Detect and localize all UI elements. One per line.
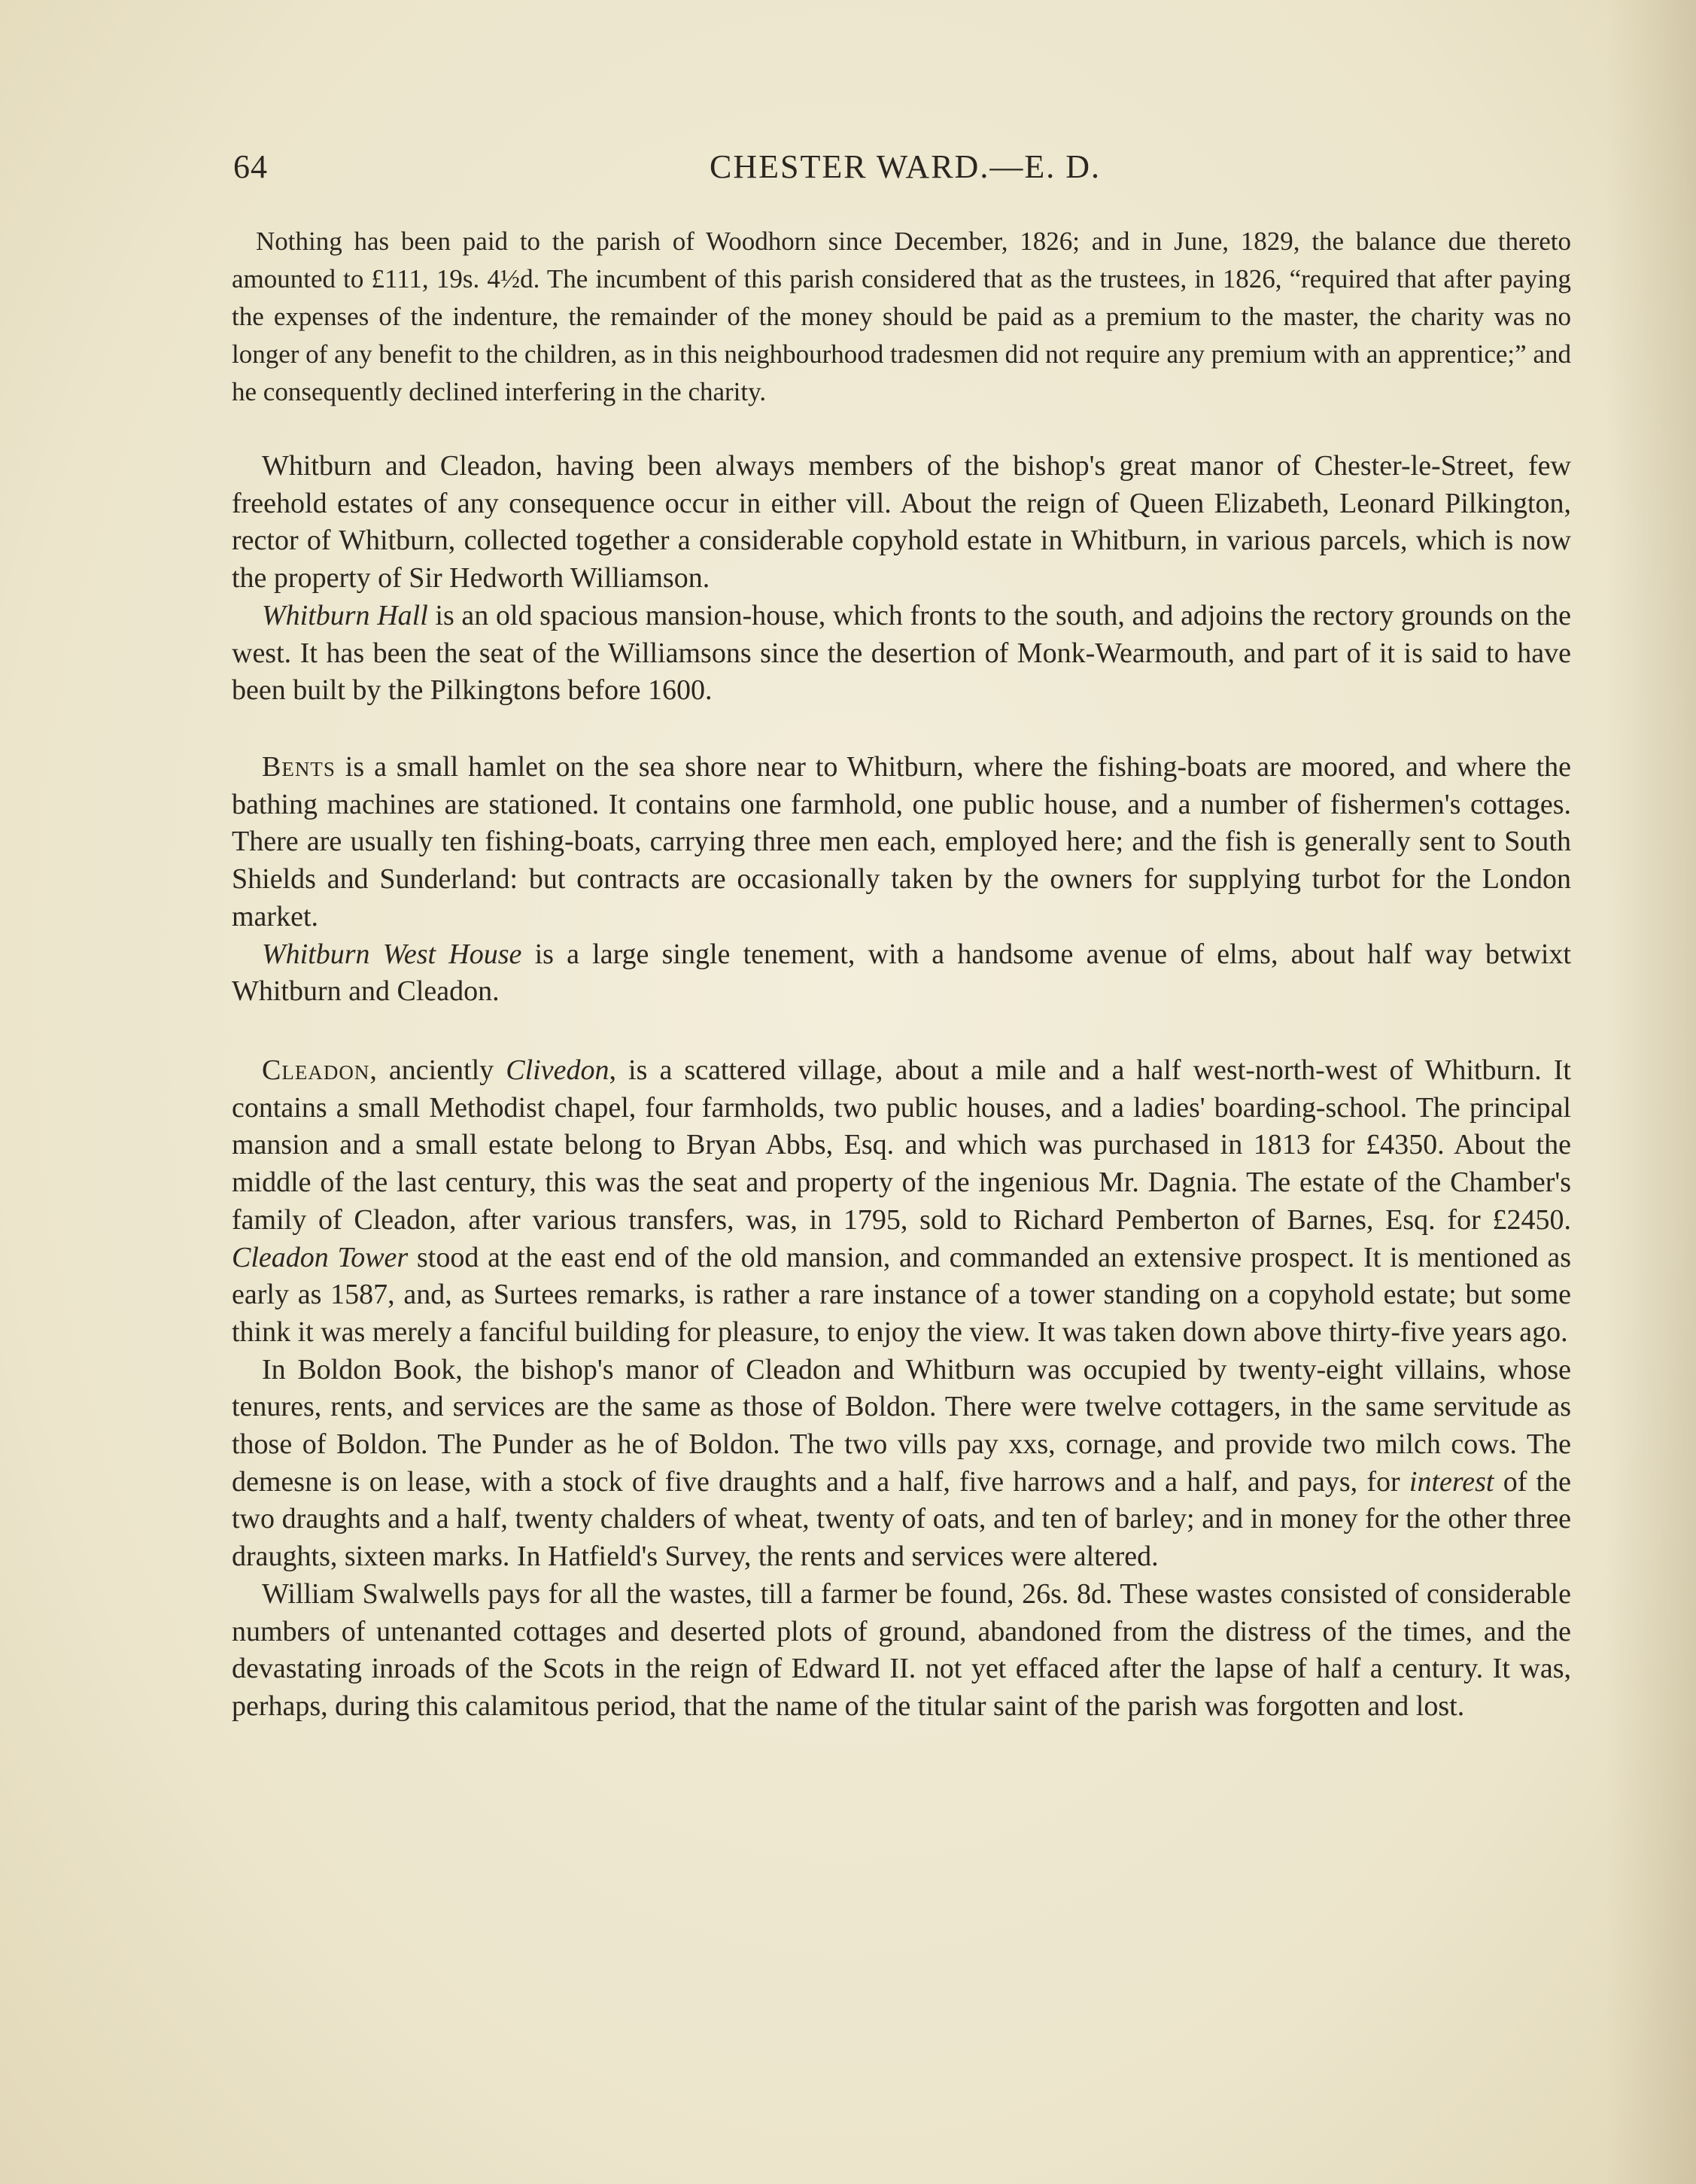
whitburn-paragraph-2-text: is an old spacious mansion-house, which fronts to the south, and adjoins the rectory grounds on the west. It has been the seat of the Williamsons since the desertion of Monk-Wearmouth, and part of it is said to have been built by the Pilkingtons before 1600. [232,599,1571,707]
bents-paragraph-1-text: is a small hamlet on the sea shore near to Whitburn, where the fishing-boats are moored, and where the bathing machines are stationed. It contains one farmhold, one public house, and a number of fishermen's cottages. There are usually ten fishing-boats, carrying three men each, employed here; and the fish is generally sent to South Shields and Sunderland: but contracts are occasionally taken by the owners for supplying turbot for the London market. [232,751,1571,932]
whitburn-paragraph-1: Whitburn and Cleadon, having been always members of the bishop's great manor of Chester-le-Street, few freehold estates of any consequence occur in either vill. About the reign of Queen Elizabeth, Leonard Pilkington, rector of Whitburn, collected together a considerable copyhold estate in Whitburn, in various parcels, which is now the property of Sir Hedworth Williamson. [232,450,1571,595]
page-header [233,148,1577,193]
page-number: 64 [233,148,268,185]
woodhorn-note: Nothing has been paid to the parish of Woodhorn since December, 1826; and in June, 1829, the balance due thereto amounted to £111, 19s. 4½d. The incumbent of this parish considered that as the trustees, in 1826, “required that after paying the expenses of the indenture, the remainder of the money should be paid as a premium to the master, the charity was no longer of any benefit to the children, as in this neighbourhood tradesmen did not require any premium with an apprentice;” and he consequently declined interfering in the charity. [232,227,1571,406]
cleadon-text-a: , anciently [369,1054,506,1086]
interest-word: interest [1409,1465,1494,1498]
boldon-book-text-b: of the two draughts and a half, twenty chalders of wheat, twenty of oats, and ten of barley; and in money for the other three draughts, sixteen marks. In Hatfield's Survey, the rents and services were altered. [232,1465,1572,1573]
cleadon-name: Cleadon [262,1054,370,1086]
whitburn-section [232,448,1571,710]
cleadon-section [232,1052,1571,1726]
bents-paragraph-2 [232,936,1571,1011]
whitburn-hall-name: Whitburn Hall [262,599,428,631]
whitburn-paragraph-2 [232,598,1571,710]
cleadon-paragraph-2 [232,1352,1571,1576]
cleadon-text-c: stood at the east end of the old mansion, and commanded an extensive prospect. It is mentioned as early as 1587, and, as Surtees remarks, is rather a rare instance of a tower standing on a copyhold estate; but some think it was merely a fanciful building for pleasure, to enjoy the view. It was taken down above thirty-five years ago. [232,1241,1572,1348]
bents-section [232,749,1571,1011]
bents-name: Bents [262,751,336,783]
running-title: CHESTER WARD.—E. D. [710,148,1101,185]
cleadon-text-b: , is a scattered village, about a mile and a half west-north-west of Whitburn. It contains a small Methodist chapel, four farmholds, two public houses, and a ladies' boarding-school. The principal mansion and a small estate belong to Bryan Abbs, Esq. and which was purchased in 1813 for £4350. About the middle of the last century, this was the seat and property of the ingenious Mr. Dagnia. The estate of the Chamber's family of Cleadon, after various transfers, was, in 1795, sold to Richard Pemberton of Barnes, Esq. for £2450. [232,1054,1571,1236]
whitburn-west-house-name: Whitburn West House [262,938,522,970]
cleadon-paragraph-3: William Swalwells pays for all the wastes, till a farmer be found, 26s. 8d. These wastes consisted of considerable numbers of untenanted cottages and deserted plots of ground, abandoned from the distress of the times, and the devastating inroads of the Scots in the reign of Edward II. not yet effaced after the lapse of half a century. It was, perhaps, during this calamitous period, that the name of the titular saint of the parish was forgotten and lost. [232,1577,1571,1722]
boldon-book-text-a: In Boldon Book, the bishop's manor of Cleadon and Whitburn was occupied by twenty-eight villains, whose tenures, rents, and services are the same as those of Boldon. There were twelve cottagers, in the same servitude as those of Boldon. The Punder as he of Boldon. The two vills pay xxs, cornage, and provide two milch cows. The demesne is on lease, with a stock of five draughts and a half, five harrows and a half, and pays, for [232,1353,1571,1498]
cleadon-paragraph-1 [232,1052,1571,1352]
bents-paragraph-2-text: is a large single tenement, with a handsome avenue of elms, about half way betwixt Whitburn and Cleadon. [232,938,1571,1008]
bents-paragraph-1 [232,749,1571,936]
page-spine-shadow [1606,0,1696,2184]
clivedon-name: Clivedon [506,1054,609,1086]
cleadon-tower-name: Cleadon Tower [232,1241,409,1273]
